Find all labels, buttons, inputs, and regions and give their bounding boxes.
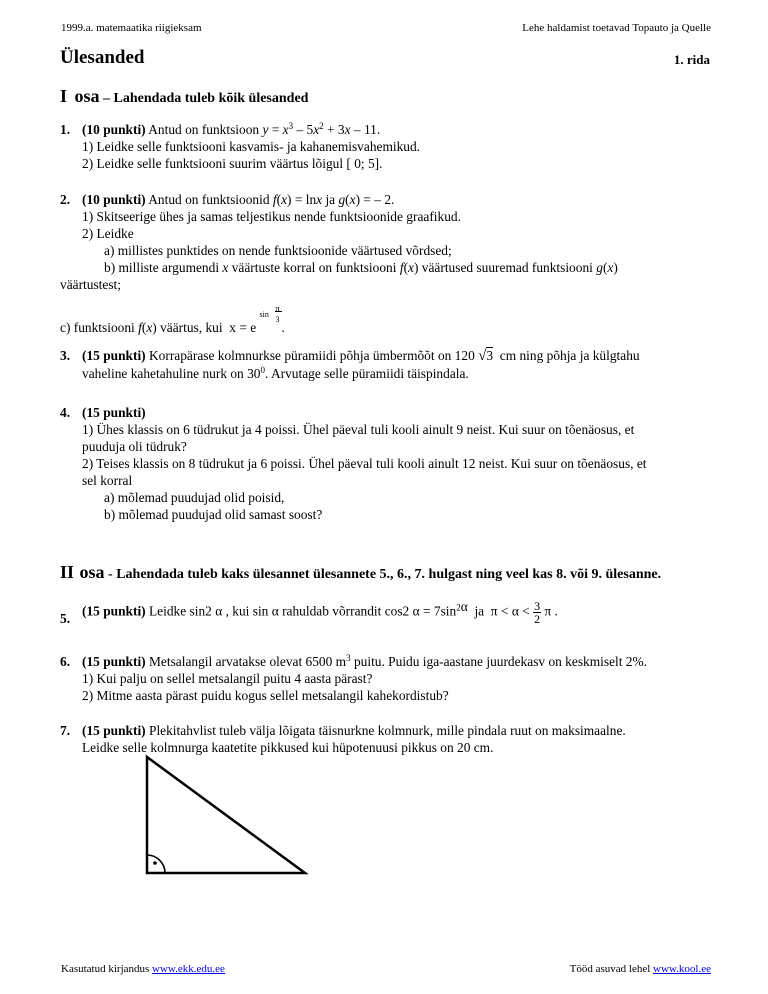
part2-heading (60, 562, 661, 583)
problem-2-line2: 2) Leidke (82, 226, 134, 241)
footer-right-text: Tööd asuvad lehel (569, 963, 651, 975)
problem-6-line1-pre: Metsalangil arvatakse olevat 6500 m (149, 654, 347, 669)
problem-2-line1: 1) Skitseerige ühes ja samas teljestikus nende funktsioonide graafikud. (82, 209, 461, 224)
problem-4-line1: 1) Ühes klassis on 6 tüdrukut ja 4 poissi. Ühel päeval tuli kooli ainult 9 neist. Kui suur on tõenäosus, et (82, 422, 635, 437)
problem-4-points: (15 punkti) (82, 405, 146, 420)
footer-right-link[interactable]: www.kool.ee (653, 963, 711, 975)
problem-2-b-pre: b) milliste argumendi (104, 260, 220, 275)
problem-6-number: 6. (60, 654, 71, 669)
problem-5-number: 5. (60, 611, 71, 626)
problem-2-points: (10 punkti) (82, 192, 146, 207)
problem-7-number: 7. (60, 723, 71, 738)
page-title: Ülesanded (60, 47, 145, 68)
right-triangle-figure (140, 752, 310, 880)
problem-6-line2: 1) Kui palju on sellel metsalangil puitu 4 aasta pärast? (82, 671, 373, 686)
problem-5-mid2: rahuldab võrrandit cos2 (282, 603, 410, 619)
problem-4-line6: b) mõlemad puudujad olid samast soost? (104, 507, 323, 522)
problem-4-line5: a) mõlemad puudujad olid poisid, (104, 490, 285, 505)
problem-3-points: (15 punkti) (82, 348, 146, 363)
problem-1-line1: 1) Leidke selle funktsiooni kasvamis- ja kahanemisvahemikud. (82, 139, 421, 154)
problem-1-points: (10 punkti) (82, 122, 146, 137)
problem-6-points: (15 punkti) (82, 654, 146, 669)
header-left: 1999.a. matemaatika riigieksam (61, 22, 202, 34)
problem-5-points: (15 punkti) (82, 603, 146, 619)
problem-3-line2-pre: vaheline kahetahuline nurk on 30 (82, 366, 261, 381)
problem-5-ja: ja (474, 603, 485, 619)
problem-4-line2: puuduja oli tüdruk? (82, 439, 187, 454)
part1-osa: osa (74, 86, 100, 106)
footer-left-link[interactable]: www.ekk.edu.ee (152, 963, 225, 975)
problem-2-number: 2. (60, 192, 71, 207)
problem-7-line1: Plekitahvlist tuleb välja lõigata täisnurkne kolmnurk, mille pindala ruut on maksimaalne. (149, 723, 626, 738)
problem-3-line2-post: . Arvutage selle püramiidi täispindala. (265, 366, 469, 381)
problem-2-a: a) millistes punktides on nende funktsioonide väärtused võrdsed; (104, 243, 452, 258)
problem-2-b-mid: väärtuste korral on funktsiooni (231, 260, 397, 275)
problem-7-line2: Leidke selle kolmnurga kaatetite pikkused kui hüpotenuusi pikkus on 20 cm. (82, 740, 494, 755)
footer-left-text: Kasutatud kirjandus (61, 963, 150, 975)
part1-desc: – Lahendada tuleb kõik ülesanded (103, 91, 309, 106)
footer-left (61, 963, 225, 975)
problem-4-line3: 2) Teises klassis on 8 tüdrukut ja 6 poissi. Ühel päeval tuli kooli ainult 12 neist. Kui suur on tõenäosus, et (82, 456, 647, 471)
problem-5-pre: Leidke sin2 (149, 603, 212, 619)
part2-osa: osa (79, 562, 105, 582)
header-right: Lehe haldamist toetavad Topauto ja Quelle (522, 22, 711, 34)
problem-7-points: (15 punkti) (82, 723, 146, 738)
triangle-shape (147, 757, 305, 873)
problem-3-line1-post: cm ning põhja ja külgtahu (499, 348, 640, 363)
problem-2-c-mid: väärtus, kui (160, 320, 223, 335)
part2-roman: II (60, 562, 75, 582)
problem-1-intro: Antud on funktsioon (148, 122, 260, 137)
problem-1-line2: 2) Leidke selle funktsiooni suurim väärtus lõigul [ 0; 5]. (82, 156, 383, 171)
problem-1-number: 1. (60, 122, 71, 137)
part1-heading (60, 86, 308, 107)
problem-2-c: c) funktsiooni f(x) väärtus, kui x = e sin π 3 . (60, 304, 285, 335)
part1-roman: I (60, 86, 68, 106)
problem-2-c-pre: c) funktsiooni (60, 320, 135, 335)
problem-6-line3: 2) Mitme aasta pärast puidu kogus sellel metsalangil kahekordistub? (82, 688, 449, 703)
problem-2-b-cont: väärtustest; (60, 277, 121, 292)
series-label: 1. rida (673, 52, 710, 67)
problem-5-fraction: $\frac{3}{2}$ (534, 599, 541, 626)
problem-4-line4: sel korral (82, 473, 133, 488)
problem-5-mid1: , kui sin (225, 603, 269, 619)
problem-3-number: 3. (60, 348, 71, 363)
problem-2-intro: Antud on funktsioonid (148, 192, 270, 207)
right-angle-dot (153, 861, 157, 865)
problem-4-number: 4. (60, 405, 71, 420)
problem-5-eq: = 7sin (422, 603, 457, 619)
problem-2-b-post: väärtused suuremad funktsiooni (421, 260, 593, 275)
problem-6-line1-post: puitu. Puidu iga-aastane juurdekasv on keskmiselt 2%. (353, 654, 648, 669)
part2-desc: - Lahendada tuleb kaks ülesannet ülesannete 5., 6., 7. hulgast ning veel kas 8. või 9. ülesanne. (108, 567, 662, 582)
problem-3-line1-pre: Korrapärase kolmnurkse püramiidi põhja ümbermõõt on 120 (149, 348, 475, 363)
footer-right (570, 963, 711, 975)
